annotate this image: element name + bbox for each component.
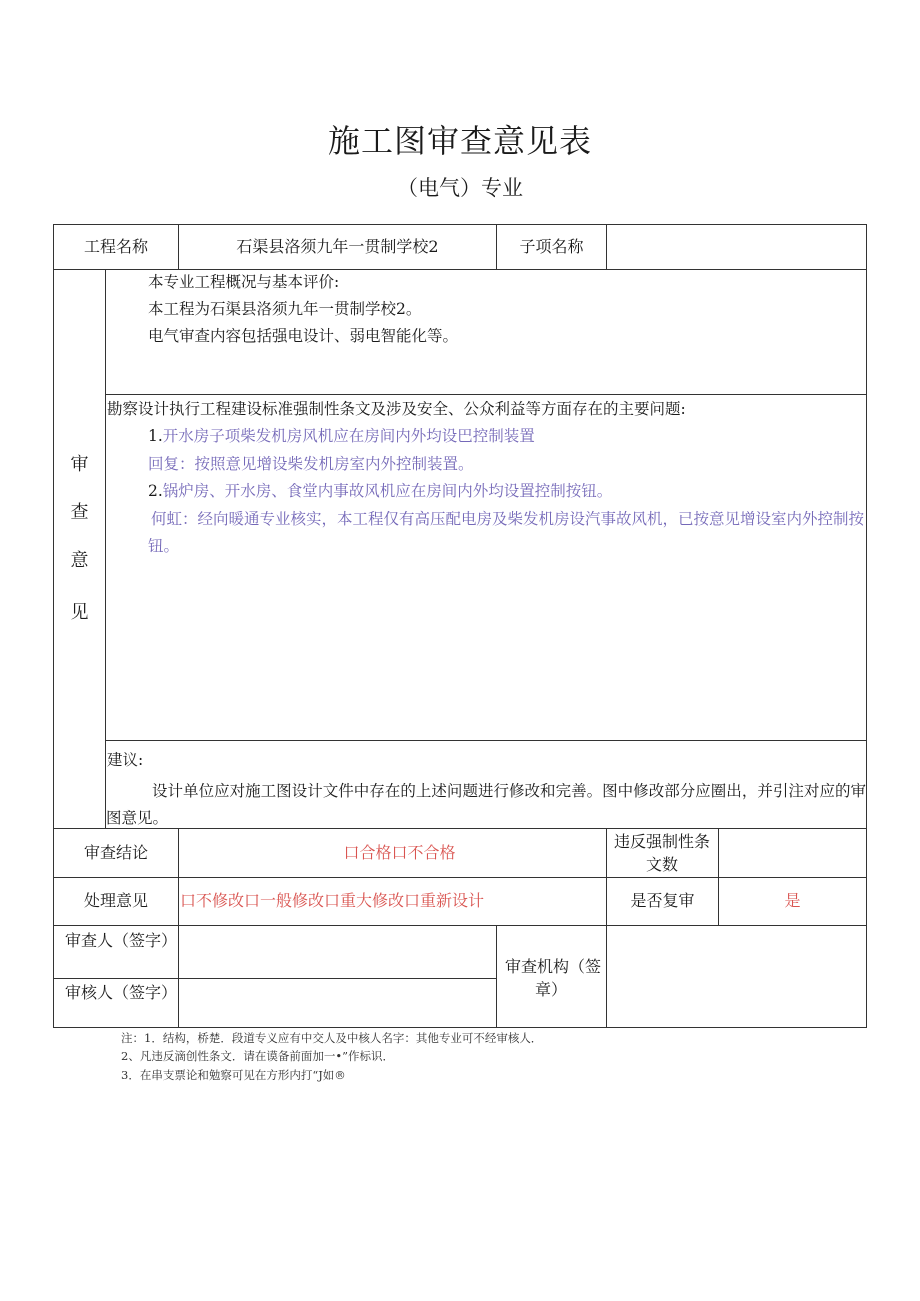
note-line: 3．在串支票论和勉察可见在方形内打“J如®	[121, 1068, 346, 1082]
recheck-label: 是否复审	[630, 891, 695, 910]
subitem-name-label: 子项名称	[519, 237, 584, 256]
page-subtitle: （电气）专业	[397, 176, 523, 200]
overview-line: 本工程为石渠县洛须九年一贯制学校2。	[148, 300, 422, 318]
note-line: 2、凡违反滴创性条文．请在谟备前面加一•”作标识．	[121, 1049, 394, 1063]
side-label-char: 意	[70, 550, 89, 571]
project-name-label: 工程名称	[83, 237, 148, 256]
issue-number: 1.	[148, 427, 163, 445]
overview-line: 电气审查内容包括强电设计、弱电智能化等。	[148, 327, 459, 345]
page-title: 施工图审查意见表	[327, 122, 592, 160]
side-label-char: 查	[70, 502, 89, 523]
note-line: 注：1．结构，桥楚．段道专义应有中交人及中核人名字：其他专业可不经审核人．	[121, 1031, 543, 1045]
suggestion-text: 设计单位应对施工图设计文件中存在的上述问题进行修改和完善。图中修改部分应圈出，并引注对应的审图意见。	[106, 782, 866, 827]
overview-heading: 本专业工程概况与基本评价:	[148, 273, 340, 291]
issues-heading: 勘察设计执行工程建设标准强制性条文及涉及安全、公众利益等方面存在的主要问题:	[107, 400, 686, 418]
issue-text: 锅炉房、开水房、食堂内事故风机应在房间内外均设置控制按钮。	[162, 482, 613, 500]
issue-text: 开水房子项柴发机房风机应在房间内外均设巴控制装置	[162, 427, 535, 445]
issue-item	[148, 478, 612, 505]
issue-item	[148, 423, 535, 450]
side-label-char: 见	[70, 602, 89, 623]
conclusion-options[interactable]: 口合格口不合格	[343, 843, 456, 862]
violation-count-label: 违反强制性条文数	[613, 832, 710, 874]
suggestion-heading: 建议:	[107, 751, 144, 769]
reviewer-signature-label: 审查人（签字）	[65, 931, 178, 950]
project-name-value: 石渠县洛须九年一贯制学校2	[236, 237, 439, 256]
suggestion-body	[106, 776, 866, 828]
review-org-stamp-label: 审查机构（签章）	[504, 957, 601, 999]
recheck-value: 是	[784, 891, 801, 910]
issue-number: 2.	[148, 482, 163, 500]
issue-reply: 何虹：经向暖通专业核实，本工程仅有高压配电房及柴发机房设汽事故风机，已按意见增设室内外控制按钮。	[148, 510, 865, 555]
checker-signature-label: 审核人（签字）	[65, 983, 178, 1002]
conclusion-label: 审查结论	[83, 843, 148, 862]
handling-options[interactable]: 口不修改口一般修改口重大修改口重新设计	[180, 891, 485, 910]
side-label-char: 审	[70, 454, 89, 475]
handling-label: 处理意见	[83, 891, 148, 910]
issue-reply: 回复：按照意见增设柴发机房室内外控制装置。	[148, 455, 474, 473]
